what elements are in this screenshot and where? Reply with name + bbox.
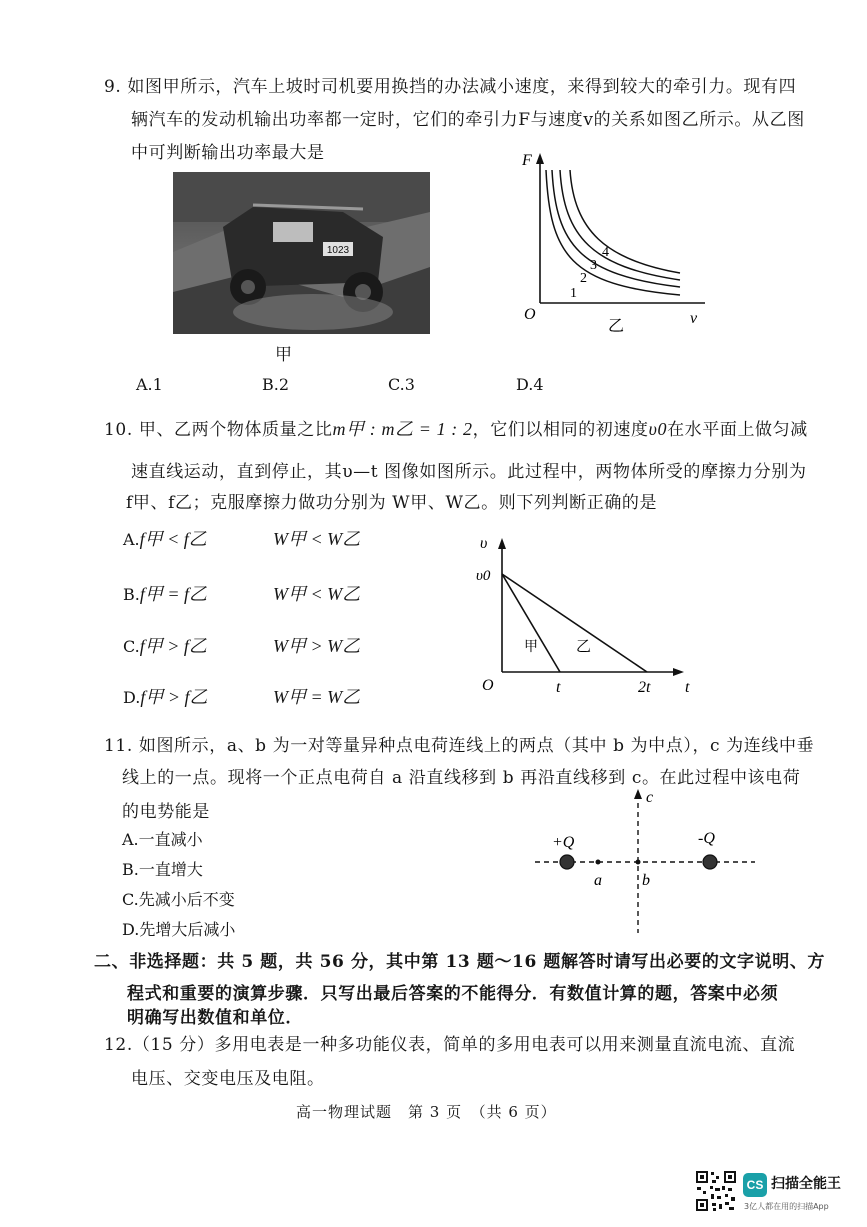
car-plate: 1023 bbox=[326, 245, 350, 256]
vt-graph bbox=[472, 530, 702, 705]
vt-y-label: υ bbox=[480, 535, 488, 552]
q10-option-d-label: D. bbox=[123, 688, 141, 707]
q10-option-a-w: W甲 < W乙 bbox=[273, 529, 361, 549]
q10-option-b-w: W甲 < W乙 bbox=[273, 584, 361, 604]
vt-x-arrow bbox=[673, 668, 684, 676]
watermark-title: 扫描全能王 bbox=[771, 1176, 841, 1192]
q12-line-2: 电压、交变电压及电阻。 bbox=[131, 1069, 325, 1089]
car-photo-art bbox=[173, 172, 430, 334]
q10-option-d bbox=[123, 683, 208, 709]
point-a bbox=[596, 860, 601, 865]
qr-code-icon bbox=[695, 1170, 737, 1212]
curve-label-2: 2 bbox=[580, 271, 587, 286]
q10-line-1-post: ，它们以相同的初速度 bbox=[472, 420, 649, 440]
negative-charge bbox=[703, 855, 717, 869]
q10-option-d-w: W甲 = W乙 bbox=[273, 687, 361, 707]
section2-line-1: 二、非选择题：共 5 题，共 56 分，其中第 13 题～16 题解答时请写出必要的文字说明、方 bbox=[94, 952, 826, 972]
q10-line-2: 速直线运动，直到停止，其υ—t 图像如图所示。此过程中，两物体所受的摩擦力分别为 bbox=[131, 462, 807, 482]
q9-line-3: 中可判断输出功率最大是 bbox=[131, 143, 325, 163]
curve-label-3: 3 bbox=[590, 258, 597, 273]
q10-option-b-label: B. bbox=[123, 585, 140, 604]
point-c bbox=[636, 795, 640, 799]
charge-diagram bbox=[530, 785, 760, 935]
curve-label-4: 4 bbox=[602, 245, 609, 260]
page-footer: 高一物理试题 第 3 页 （共 6 页） bbox=[296, 1103, 557, 1121]
q11-line-3: 的电势能是 bbox=[122, 802, 210, 822]
fv-y-label: F bbox=[522, 152, 532, 169]
c-label: c bbox=[646, 789, 654, 806]
vt-t-label: t bbox=[556, 679, 561, 696]
q9-option-a: A.1 bbox=[136, 375, 163, 394]
fv-origin: O bbox=[524, 306, 536, 323]
b-label: b bbox=[642, 872, 650, 889]
q9-option-c: C.3 bbox=[388, 375, 415, 394]
q10-option-b-f: f甲 = f乙 bbox=[139, 584, 207, 604]
q10-option-a bbox=[123, 525, 207, 551]
q10-option-c-w: W甲 > W乙 bbox=[273, 636, 361, 656]
q10-line-1-pre: 10. 甲、乙两个物体质量之比 bbox=[104, 420, 333, 440]
q10-option-a-f: f甲 < f乙 bbox=[139, 529, 207, 549]
vt-x-label: t bbox=[685, 679, 690, 696]
q11-option-c: C.先减小后不变 bbox=[122, 890, 235, 909]
q11-option-a: A.一直减小 bbox=[122, 830, 203, 849]
section2-line-2: 程式和重要的演算步骤．只写出最后答案的不能得分．有数值计算的题，答案中必须 bbox=[127, 984, 779, 1004]
q9-line-1: 9. 如图甲所示，汽车上坡时司机要用换挡的办法减小速度，来得到较大的牵引力。现有四 bbox=[104, 77, 797, 97]
q10-line-3: f甲、f乙；克服摩擦力做功分别为 W甲、W乙。则下列判断正确的是 bbox=[126, 493, 658, 513]
q10-option-a-label: A. bbox=[123, 530, 140, 549]
plus-q-label: +Q bbox=[552, 834, 575, 851]
vt-label-yi: 乙 bbox=[576, 637, 592, 655]
vt-label-jia: 甲 bbox=[524, 639, 538, 655]
vt-v0-label: υ0 bbox=[476, 568, 491, 584]
fv-graph bbox=[510, 145, 720, 345]
a-label: a bbox=[594, 872, 602, 889]
minus-q-label: -Q bbox=[698, 830, 715, 847]
q10-mass-ratio: m甲 : m乙 = 1 : 2 bbox=[332, 419, 473, 439]
vt-origin: O bbox=[482, 677, 494, 694]
q10-option-c bbox=[123, 632, 207, 658]
q9-line-2: 辆汽车的发动机输出功率都一定时，它们的牵引力F与速度v的关系如图乙所示。从乙图 bbox=[131, 110, 805, 130]
curve-3 bbox=[560, 170, 680, 280]
point-b bbox=[636, 860, 641, 865]
fv-x-label: v bbox=[690, 310, 698, 327]
curve-label-1: 1 bbox=[570, 286, 577, 301]
q11-line-1: 11. 如图所示，a、b 为一对等量异种点电荷连线上的两点（其中 b 为中点），c 为连线中垂 bbox=[104, 736, 815, 756]
q10-v0: υ0 bbox=[648, 419, 668, 439]
camscanner-logo-icon: CS bbox=[743, 1173, 767, 1197]
q10-line-1-end: 在水平面上做匀减 bbox=[667, 420, 808, 440]
car-photo bbox=[173, 172, 430, 334]
watermark-subtitle: 3亿人都在用的扫描App bbox=[744, 1202, 829, 1211]
fv-caption: 乙 bbox=[608, 316, 625, 335]
q10-option-c-label: C. bbox=[123, 637, 140, 656]
q12-line-1: 12.（15 分）多用电表是一种多功能仪表，简单的多用电表可以用来测量直流电流、直流 bbox=[104, 1035, 796, 1055]
vt-line-jia bbox=[502, 574, 560, 672]
q10-option-c-f: f甲 > f乙 bbox=[139, 636, 207, 656]
q11-option-d: D.先增大后减小 bbox=[122, 920, 236, 939]
q11-line-2: 线上的一点。现将一个正点电荷自 a 沿直线移到 b 再沿直线移到 c。在此过程中该电荷 bbox=[122, 768, 801, 788]
section2-line-3: 明确写出数值和单位． bbox=[127, 1008, 303, 1028]
q11-option-b: B.一直增大 bbox=[122, 860, 203, 879]
q10-line-1 bbox=[104, 415, 808, 441]
positive-charge bbox=[560, 855, 574, 869]
vt-y-arrow bbox=[498, 538, 506, 549]
q9-option-b: B.2 bbox=[262, 375, 290, 394]
q9-option-d: D.4 bbox=[516, 375, 544, 394]
q10-option-d-f: f甲 > f乙 bbox=[140, 687, 208, 707]
photo-caption: 甲 bbox=[275, 345, 293, 365]
q10-option-b bbox=[123, 580, 207, 606]
vt-2t-label: 2t bbox=[638, 679, 651, 696]
vt-line-yi bbox=[502, 574, 647, 672]
fv-y-arrow bbox=[536, 153, 544, 164]
